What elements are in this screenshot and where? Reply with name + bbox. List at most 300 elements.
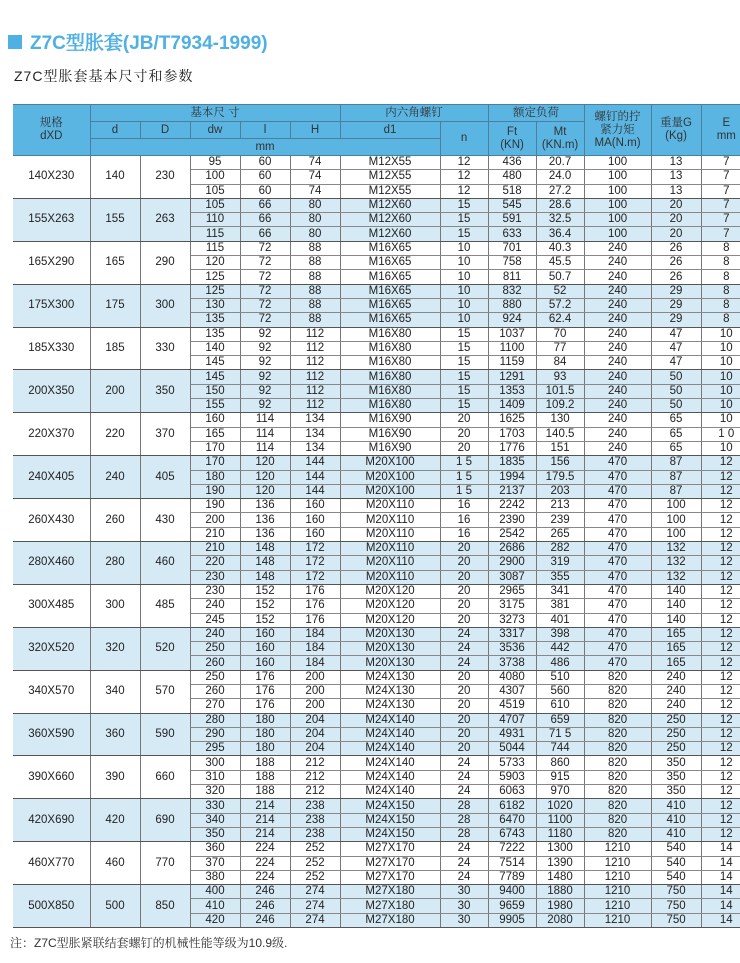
- torque-cell: 240: [584, 270, 651, 284]
- n-cell: 28: [440, 799, 488, 813]
- D-cell: 290: [140, 241, 190, 284]
- n-cell: 20: [440, 727, 488, 741]
- torque-cell: 240: [584, 341, 651, 355]
- spec-cell: 175X300: [13, 284, 90, 327]
- torque-cell: 1210: [584, 842, 651, 856]
- d1-cell: M20X110: [340, 556, 440, 570]
- dw-cell: 210: [190, 527, 240, 541]
- d1-cell: M16X80: [340, 384, 440, 398]
- H-cell: 252: [290, 870, 340, 884]
- l-cell: 176: [240, 699, 290, 713]
- l-cell: 148: [240, 542, 290, 556]
- H-cell: 88: [290, 298, 340, 312]
- table-row: [13, 713, 740, 727]
- table-row: [13, 284, 740, 298]
- ft-cell: 1835: [488, 456, 536, 470]
- torque-cell: 820: [584, 785, 651, 799]
- H-cell: 176: [290, 584, 340, 598]
- l-cell: 92: [240, 384, 290, 398]
- l-cell: 160: [240, 627, 290, 641]
- weight-cell: 50: [651, 370, 701, 384]
- e-cell: 14: [701, 870, 740, 884]
- table-row: [13, 670, 740, 684]
- H-cell: 238: [290, 799, 340, 813]
- mt-cell: 560: [536, 684, 584, 698]
- dw-cell: 105: [190, 198, 240, 212]
- D-cell: 590: [140, 713, 190, 756]
- weight-cell: 350: [651, 770, 701, 784]
- l-cell: 224: [240, 870, 290, 884]
- weight-cell: 750: [651, 899, 701, 913]
- torque-cell: 1210: [584, 885, 651, 899]
- weight-cell: 350: [651, 785, 701, 799]
- e-cell: 7: [701, 184, 740, 198]
- ft-cell: 9400: [488, 885, 536, 899]
- e-cell: 10: [701, 327, 740, 341]
- spec-cell: 240X405: [13, 456, 90, 499]
- weight-cell: 13: [651, 170, 701, 184]
- l-cell: 214: [240, 813, 290, 827]
- d-cell: 185: [90, 327, 140, 370]
- table-row: [13, 627, 740, 641]
- dw-cell: 230: [190, 584, 240, 598]
- e-cell: 12: [701, 827, 740, 841]
- torque-cell: 470: [584, 584, 651, 598]
- l-cell: 92: [240, 341, 290, 355]
- spec-cell: 300X485: [13, 584, 90, 627]
- weight-cell: 165: [651, 642, 701, 656]
- H-cell: 212: [290, 756, 340, 770]
- n-cell: 20: [440, 670, 488, 684]
- D-cell: 230: [140, 156, 190, 199]
- e-cell: 8: [701, 256, 740, 270]
- n-cell: 10: [440, 284, 488, 298]
- n-cell: 15: [440, 198, 488, 212]
- page-title: [8, 28, 268, 55]
- e-cell: 10: [701, 384, 740, 398]
- table-row: [13, 885, 740, 899]
- ft-cell: 701: [488, 241, 536, 255]
- H-cell: 88: [290, 313, 340, 327]
- e-cell: 8: [701, 298, 740, 312]
- n-cell: 20: [440, 699, 488, 713]
- torque-cell: 100: [584, 170, 651, 184]
- n-cell: 30: [440, 913, 488, 927]
- mt-cell: 1100: [536, 813, 584, 827]
- dw-cell: 320: [190, 785, 240, 799]
- d1-cell: M20X120: [340, 599, 440, 613]
- H-cell: 176: [290, 613, 340, 627]
- mt-cell: 1300: [536, 842, 584, 856]
- H-cell: 112: [290, 341, 340, 355]
- n-cell: 20: [440, 570, 488, 584]
- dw-cell: 310: [190, 770, 240, 784]
- d1-cell: M16X80: [340, 370, 440, 384]
- mt-cell: 319: [536, 556, 584, 570]
- torque-cell: 820: [584, 713, 651, 727]
- d1-cell: M16X90: [340, 441, 440, 455]
- torque-cell: 240: [584, 313, 651, 327]
- n-cell: 24: [440, 785, 488, 799]
- l-cell: 246: [240, 899, 290, 913]
- e-cell: 14: [701, 856, 740, 870]
- table-row: [13, 413, 740, 427]
- dw-cell: 370: [190, 856, 240, 870]
- H-cell: 212: [290, 785, 340, 799]
- n-cell: 24: [440, 627, 488, 641]
- ft-cell: 4519: [488, 699, 536, 713]
- mt-cell: 744: [536, 742, 584, 756]
- spec-cell: 320X520: [13, 627, 90, 670]
- d-cell: 200: [90, 370, 140, 413]
- torque-cell: 470: [584, 513, 651, 527]
- header-load: 额定负荷: [488, 105, 584, 122]
- weight-cell: 750: [651, 885, 701, 899]
- mt-cell: 156: [536, 456, 584, 470]
- weight-cell: 50: [651, 399, 701, 413]
- weight-cell: 132: [651, 542, 701, 556]
- D-cell: 850: [140, 885, 190, 928]
- spec-cell: 185X330: [13, 327, 90, 370]
- n-cell: 20: [440, 584, 488, 598]
- H-cell: 204: [290, 742, 340, 756]
- spec-cell: 460X770: [13, 842, 90, 885]
- table-body: [13, 156, 740, 928]
- dw-cell: 400: [190, 885, 240, 899]
- mt-cell: 24.0: [536, 170, 584, 184]
- n-cell: 20: [440, 599, 488, 613]
- H-cell: 88: [290, 241, 340, 255]
- d1-cell: M16X65: [340, 241, 440, 255]
- l-cell: 160: [240, 656, 290, 670]
- weight-cell: 20: [651, 213, 701, 227]
- weight-cell: 26: [651, 270, 701, 284]
- d1-cell: M16X65: [340, 270, 440, 284]
- dw-cell: 115: [190, 241, 240, 255]
- torque-cell: 1210: [584, 913, 651, 927]
- H-cell: 160: [290, 513, 340, 527]
- d1-cell: M16X65: [340, 313, 440, 327]
- d1-cell: M20X110: [340, 570, 440, 584]
- H-cell: 144: [290, 470, 340, 484]
- torque-cell: 240: [584, 241, 651, 255]
- mt-cell: 510: [536, 670, 584, 684]
- torque-cell: 240: [584, 370, 651, 384]
- mt-cell: 130: [536, 413, 584, 427]
- H-cell: 172: [290, 570, 340, 584]
- weight-cell: 26: [651, 241, 701, 255]
- torque-cell: 1210: [584, 870, 651, 884]
- e-cell: 12: [701, 613, 740, 627]
- weight-cell: 140: [651, 584, 701, 598]
- e-cell: 12: [701, 513, 740, 527]
- ft-cell: 5044: [488, 742, 536, 756]
- mt-cell: 213: [536, 499, 584, 513]
- dw-cell: 180: [190, 470, 240, 484]
- d1-cell: M20X130: [340, 627, 440, 641]
- torque-cell: 1210: [584, 856, 651, 870]
- ft-cell: 2137: [488, 484, 536, 498]
- d1-cell: M12X55: [340, 170, 440, 184]
- l-cell: 148: [240, 570, 290, 584]
- ft-cell: 545: [488, 198, 536, 212]
- weight-cell: 240: [651, 670, 701, 684]
- d1-cell: M20X120: [340, 613, 440, 627]
- H-cell: 200: [290, 684, 340, 698]
- H-cell: 184: [290, 642, 340, 656]
- dw-cell: 200: [190, 513, 240, 527]
- dw-cell: 300: [190, 756, 240, 770]
- n-cell: 24: [440, 756, 488, 770]
- mt-cell: 1480: [536, 870, 584, 884]
- d1-cell: M27X170: [340, 870, 440, 884]
- H-cell: 176: [290, 599, 340, 613]
- l-cell: 92: [240, 370, 290, 384]
- D-cell: 330: [140, 327, 190, 370]
- D-cell: 690: [140, 799, 190, 842]
- mt-cell: 84: [536, 356, 584, 370]
- d1-cell: M24X150: [340, 813, 440, 827]
- l-cell: 72: [240, 298, 290, 312]
- ft-cell: 7222: [488, 842, 536, 856]
- weight-cell: 165: [651, 656, 701, 670]
- weight-cell: 240: [651, 699, 701, 713]
- title-square-icon: [8, 35, 22, 49]
- ft-cell: 6063: [488, 785, 536, 799]
- dw-cell: 380: [190, 870, 240, 884]
- ft-cell: 518: [488, 184, 536, 198]
- torque-cell: 470: [584, 599, 651, 613]
- n-cell: 20: [440, 742, 488, 756]
- d1-cell: M24X140: [340, 756, 440, 770]
- e-cell: 14: [701, 899, 740, 913]
- mt-cell: 151: [536, 441, 584, 455]
- torque-cell: 820: [584, 770, 651, 784]
- torque-cell: 100: [584, 213, 651, 227]
- n-cell: 30: [440, 899, 488, 913]
- H-cell: 200: [290, 699, 340, 713]
- header-mm-unit: mm: [90, 139, 440, 156]
- H-cell: 134: [290, 427, 340, 441]
- D-cell: 300: [140, 284, 190, 327]
- n-cell: 24: [440, 642, 488, 656]
- ft-cell: 591: [488, 213, 536, 227]
- mt-cell: 860: [536, 756, 584, 770]
- n-cell: 28: [440, 827, 488, 841]
- dw-cell: 360: [190, 842, 240, 856]
- ft-cell: 2965: [488, 584, 536, 598]
- torque-cell: 100: [584, 156, 651, 170]
- ft-cell: 4931: [488, 727, 536, 741]
- mt-cell: 442: [536, 642, 584, 656]
- l-cell: 72: [240, 256, 290, 270]
- n-cell: 15: [440, 327, 488, 341]
- l-cell: 60: [240, 156, 290, 170]
- ft-cell: 1159: [488, 356, 536, 370]
- header-ft: Ft (KN): [488, 122, 536, 156]
- n-cell: 15: [440, 356, 488, 370]
- dw-cell: 160: [190, 413, 240, 427]
- torque-cell: 470: [584, 570, 651, 584]
- H-cell: 144: [290, 484, 340, 498]
- d1-cell: M12X55: [340, 184, 440, 198]
- dw-cell: 95: [190, 156, 240, 170]
- mt-cell: 355: [536, 570, 584, 584]
- d1-cell: M20X130: [340, 656, 440, 670]
- weight-cell: 540: [651, 856, 701, 870]
- ft-cell: 9659: [488, 899, 536, 913]
- l-cell: 188: [240, 785, 290, 799]
- e-cell: 12: [701, 542, 740, 556]
- dw-cell: 290: [190, 727, 240, 741]
- weight-cell: 250: [651, 727, 701, 741]
- D-cell: 370: [140, 413, 190, 456]
- H-cell: 252: [290, 842, 340, 856]
- D-cell: 570: [140, 670, 190, 713]
- n-cell: 12: [440, 156, 488, 170]
- n-cell: 10: [440, 298, 488, 312]
- d-cell: 360: [90, 713, 140, 756]
- dw-cell: 420: [190, 913, 240, 927]
- e-cell: 12: [701, 785, 740, 799]
- d1-cell: M16X90: [340, 413, 440, 427]
- ft-cell: 7789: [488, 870, 536, 884]
- H-cell: 112: [290, 370, 340, 384]
- e-cell: 12: [701, 813, 740, 827]
- l-cell: 92: [240, 399, 290, 413]
- l-cell: 66: [240, 198, 290, 212]
- spec-cell: 220X370: [13, 413, 90, 456]
- torque-cell: 820: [584, 756, 651, 770]
- l-cell: 160: [240, 642, 290, 656]
- ft-cell: 2686: [488, 542, 536, 556]
- e-cell: 12: [701, 470, 740, 484]
- H-cell: 212: [290, 770, 340, 784]
- n-cell: 24: [440, 770, 488, 784]
- torque-cell: 240: [584, 441, 651, 455]
- weight-cell: 47: [651, 356, 701, 370]
- n-cell: 20: [440, 556, 488, 570]
- e-cell: 12: [701, 684, 740, 698]
- ft-cell: 811: [488, 270, 536, 284]
- table-row: [13, 327, 740, 341]
- table-row: [13, 842, 740, 856]
- H-cell: 74: [290, 170, 340, 184]
- d1-cell: M27X170: [340, 842, 440, 856]
- torque-cell: 100: [584, 198, 651, 212]
- dw-cell: 250: [190, 670, 240, 684]
- dw-cell: 190: [190, 499, 240, 513]
- e-cell: 12: [701, 713, 740, 727]
- H-cell: 274: [290, 899, 340, 913]
- table-row: [13, 241, 740, 255]
- spec-cell: 200X350: [13, 370, 90, 413]
- header-H: H: [290, 122, 340, 139]
- e-cell: 7: [701, 227, 740, 241]
- torque-cell: 820: [584, 684, 651, 698]
- e-cell: 8: [701, 284, 740, 298]
- weight-cell: 250: [651, 742, 701, 756]
- header-screw: 内六角螺钉: [340, 105, 488, 122]
- l-cell: 176: [240, 684, 290, 698]
- dw-cell: 105: [190, 184, 240, 198]
- d1-cell: M24X140: [340, 785, 440, 799]
- table-caption: Z7C型胀套基本尺寸和参数: [14, 68, 194, 84]
- l-cell: 214: [240, 827, 290, 841]
- mt-cell: 970: [536, 785, 584, 799]
- n-cell: 20: [440, 613, 488, 627]
- d-cell: 500: [90, 885, 140, 928]
- H-cell: 204: [290, 727, 340, 741]
- l-cell: 66: [240, 213, 290, 227]
- ft-cell: 5733: [488, 756, 536, 770]
- ft-cell: 1100: [488, 341, 536, 355]
- torque-cell: 820: [584, 727, 651, 741]
- mt-cell: 401: [536, 613, 584, 627]
- dw-cell: 280: [190, 713, 240, 727]
- H-cell: 134: [290, 441, 340, 455]
- header-torque: 螺钉的拧 紧力矩 MA(N.m): [584, 105, 651, 156]
- l-cell: 176: [240, 670, 290, 684]
- torque-cell: 820: [584, 670, 651, 684]
- mt-cell: 610: [536, 699, 584, 713]
- d1-cell: M20X100: [340, 484, 440, 498]
- n-cell: 12: [440, 184, 488, 198]
- d1-cell: M16X80: [340, 327, 440, 341]
- l-cell: 224: [240, 842, 290, 856]
- n-cell: 28: [440, 813, 488, 827]
- d1-cell: M24X150: [340, 827, 440, 841]
- ft-cell: 1703: [488, 427, 536, 441]
- mt-cell: 20.7: [536, 156, 584, 170]
- H-cell: 204: [290, 713, 340, 727]
- ft-cell: 1409: [488, 399, 536, 413]
- dw-cell: 145: [190, 370, 240, 384]
- weight-cell: 410: [651, 827, 701, 841]
- n-cell: 1 5: [440, 470, 488, 484]
- e-cell: 7: [701, 198, 740, 212]
- ft-cell: 3175: [488, 599, 536, 613]
- torque-cell: 100: [584, 227, 651, 241]
- n-cell: 1 5: [440, 484, 488, 498]
- dw-cell: 410: [190, 899, 240, 913]
- e-cell: 7: [701, 156, 740, 170]
- e-cell: 12: [701, 770, 740, 784]
- weight-cell: 140: [651, 599, 701, 613]
- dw-cell: 155: [190, 399, 240, 413]
- mt-cell: 28.6: [536, 198, 584, 212]
- d1-cell: M12X55: [340, 156, 440, 170]
- ft-cell: 1037: [488, 327, 536, 341]
- dw-cell: 240: [190, 627, 240, 641]
- n-cell: 10: [440, 313, 488, 327]
- ft-cell: 3738: [488, 656, 536, 670]
- H-cell: 112: [290, 327, 340, 341]
- e-cell: 12: [701, 556, 740, 570]
- l-cell: 72: [240, 270, 290, 284]
- e-cell: 12: [701, 799, 740, 813]
- table-row: [13, 456, 740, 470]
- e-cell: 7: [701, 213, 740, 227]
- e-cell: 8: [701, 270, 740, 284]
- n-cell: 20: [440, 713, 488, 727]
- n-cell: 30: [440, 885, 488, 899]
- H-cell: 88: [290, 284, 340, 298]
- l-cell: 136: [240, 499, 290, 513]
- n-cell: 15: [440, 384, 488, 398]
- torque-cell: 240: [584, 298, 651, 312]
- n-cell: 10: [440, 256, 488, 270]
